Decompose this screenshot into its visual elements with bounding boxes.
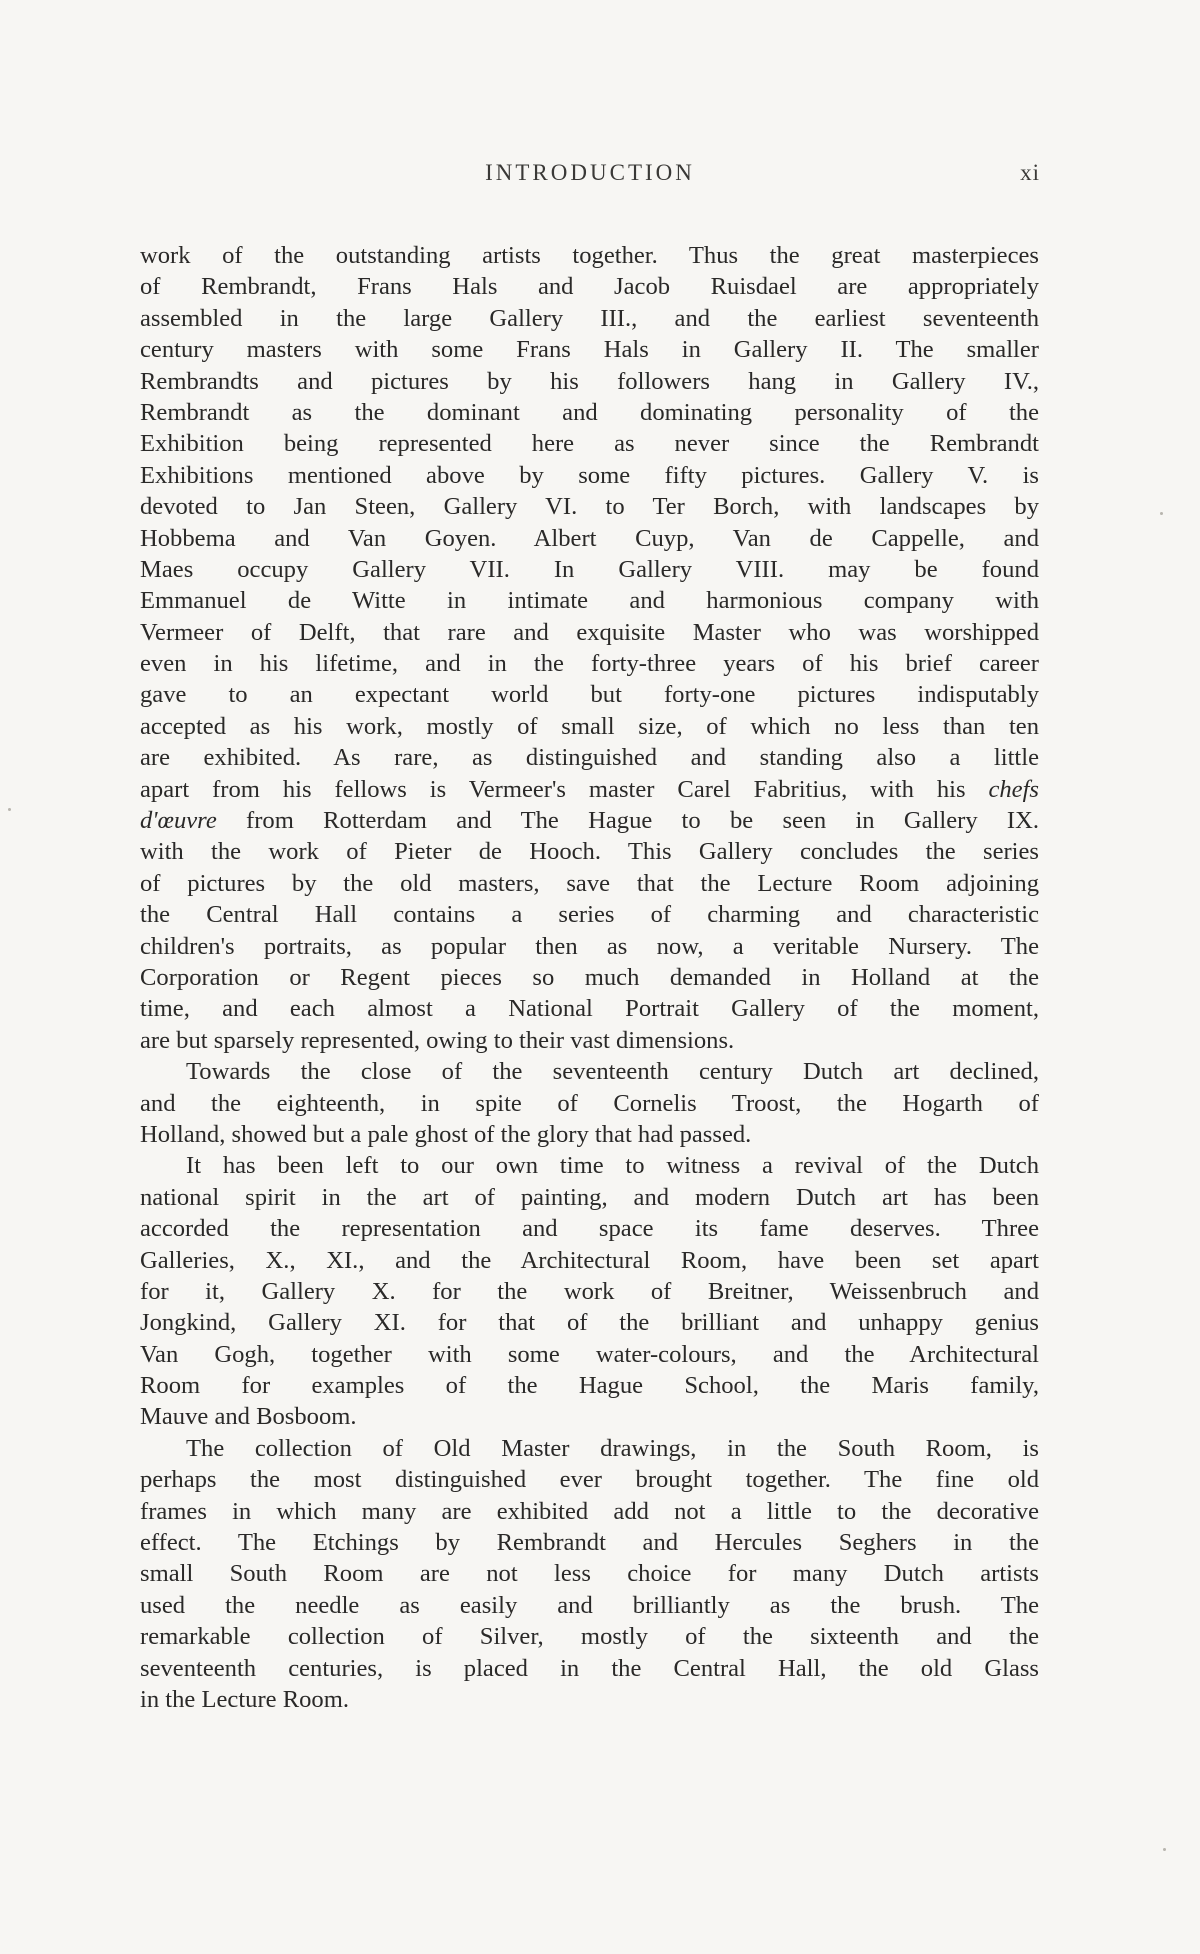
line-text: Galleries, X., XI., and the Architectural Room, have been set apart: [140, 1246, 1039, 1274]
line-text: Hobbema and Van Goyen. Albert Cuyp, Van de Cappelle, and: [140, 524, 1039, 552]
text-line: [140, 648, 1039, 679]
text-line: [140, 334, 1039, 365]
text-line: [140, 931, 1039, 962]
line-text: children's portraits, as popular then as now, a veritable Nursery. The: [140, 932, 1039, 960]
text-line: [140, 1276, 1039, 1307]
line-text: Exhibitions mentioned above by some fifty pictures. Gallery V. is: [140, 461, 1039, 489]
line-text: gave to an expectant world but forty-one pictures indisputably: [140, 681, 1039, 709]
line-text: in the Lecture Room.: [140, 1685, 349, 1713]
line-text: Van Gogh, together with some water-colours, and the Architectural: [140, 1340, 1039, 1368]
text-line: [140, 491, 1039, 522]
italic-phrase: d'œuvre: [140, 807, 217, 835]
text-line: [140, 742, 1039, 773]
line-text: Room for examples of the Hague School, the Maris family,: [140, 1372, 1039, 1400]
line-text: are but sparsely represented, owing to their vast dimensions.: [140, 1026, 735, 1054]
text-line: [140, 679, 1039, 710]
line-text: Emmanuel de Witte in intimate and harmonious company with: [140, 587, 1039, 615]
line-text: perhaps the most distinguished ever brought together. The fine old: [140, 1466, 1039, 1494]
paper-speck: [1163, 1848, 1166, 1851]
line-text: even in his lifetime, and in the forty-three years of his brief career: [140, 650, 1039, 678]
line-text: are exhibited. As rare, as distinguished and standing also a little: [140, 744, 1039, 772]
text-line: [140, 868, 1039, 899]
text-line: [140, 711, 1039, 742]
text-line: [140, 962, 1039, 993]
line-text: It has been left to our own time to witness a revival of the Dutch: [186, 1152, 1039, 1180]
text-line: [140, 523, 1039, 554]
text-line: [140, 1150, 1039, 1181]
line-text: seventeenth centuries, is placed in the Central Hall, the old Glass: [140, 1654, 1039, 1682]
line-text: the Central Hall contains a series of charming and characteristic: [140, 901, 1039, 929]
text-line: [140, 1433, 1039, 1464]
text-line: [140, 1496, 1039, 1527]
line-text: Vermeer of Delft, that rare and exquisite Master who was worshipped: [140, 618, 1039, 646]
text-line: [140, 554, 1039, 585]
line-text: time, and each almost a National Portrait Gallery of the moment,: [140, 995, 1039, 1023]
line-text: century masters with some Frans Hals in Gallery II. The smaller: [140, 336, 1039, 364]
line-text: national spirit in the art of painting, and modern Dutch art has been: [140, 1183, 1039, 1211]
text-line: [140, 428, 1039, 459]
text-line: [140, 1213, 1039, 1244]
text-line: [140, 1621, 1039, 1652]
line-text: and the eighteenth, in spite of Cornelis Troost, the Hogarth of: [140, 1089, 1039, 1117]
text-line: [140, 303, 1039, 334]
text-line: [140, 1088, 1039, 1119]
text-line: [140, 993, 1039, 1024]
line-text: remarkable collection of Silver, mostly of the sixteenth and the: [140, 1623, 1039, 1651]
text-line: [140, 1464, 1039, 1495]
paper-speck: [8, 808, 11, 811]
line-text: Maes occupy Gallery VII. In Gallery VIII. may be found: [140, 555, 1039, 583]
text-line: [140, 240, 1039, 271]
text-line: [140, 1527, 1039, 1558]
line-text: Holland, showed but a pale ghost of the glory that had passed.: [140, 1120, 752, 1148]
page-number: xi: [1020, 160, 1040, 185]
line-text: from Rotterdam and The Hague to be seen in Gallery IX.: [216, 807, 1039, 835]
line-text: devoted to Jan Steen, Gallery VI. to Ter Borch, with landscapes by: [140, 493, 1039, 521]
line-text: Exhibition being represented here as never since the Rembrandt: [140, 430, 1039, 458]
text-line: [140, 1370, 1039, 1401]
line-text: small South Room are not less choice for many Dutch artists: [140, 1560, 1039, 1588]
line-text: assembled in the large Gallery III., and the earliest seventeenth: [140, 304, 1039, 332]
line-text: Rembrandt as the dominant and dominating personality of the: [140, 398, 1039, 426]
paper-speck: [1160, 512, 1163, 515]
text-line: [140, 899, 1039, 930]
text-line: [140, 1119, 1039, 1150]
line-text: of Rembrandt, Frans Hals and Jacob Ruisdael are appropriately: [140, 273, 1039, 301]
line-text: with the work of Pieter de Hooch. This Gallery concludes the series: [140, 838, 1039, 866]
body-text: [140, 240, 1039, 1715]
line-text: Towards the close of the seventeenth century Dutch art declined,: [186, 1058, 1039, 1086]
text-line: [140, 1182, 1039, 1213]
line-text: accorded the representation and space its fame deserves. Three: [140, 1215, 1039, 1243]
text-line: [140, 397, 1039, 428]
running-title: INTRODUCTION: [485, 160, 695, 185]
running-head: [140, 160, 1040, 196]
line-text: apart from his fellows is Vermeer's master Carel Fabritius, with his: [140, 775, 989, 803]
line-text: effect. The Etchings by Rembrandt and Hercules Seghers in the: [140, 1529, 1039, 1557]
text-line: [140, 1401, 1039, 1432]
text-line: [140, 271, 1039, 302]
text-line: [140, 1684, 1039, 1715]
text-line: [140, 617, 1039, 648]
text-line: [140, 1590, 1039, 1621]
line-text: Corporation or Regent pieces so much demanded in Holland at the: [140, 963, 1039, 991]
line-text: Rembrandts and pictures by his followers hang in Gallery IV.,: [140, 367, 1039, 395]
text-line: [140, 460, 1039, 491]
line-text: The collection of Old Master drawings, in the South Room, is: [186, 1434, 1039, 1462]
text-line: [140, 805, 1039, 836]
text-line: [140, 1653, 1039, 1684]
text-line: [140, 774, 1039, 805]
text-line: [140, 366, 1039, 397]
line-text: Mauve and Bosboom.: [140, 1403, 357, 1431]
text-line: [140, 1307, 1039, 1338]
text-line: [140, 1558, 1039, 1589]
text-line: [140, 1245, 1039, 1276]
text-line: [140, 1025, 1039, 1056]
line-text: for it, Gallery X. for the work of Breitner, Weissenbruch and: [140, 1277, 1039, 1305]
line-text: Jongkind, Gallery XI. for that of the brilliant and unhappy genius: [140, 1309, 1039, 1337]
line-text: used the needle as easily and brilliantly as the brush. The: [140, 1591, 1039, 1619]
text-line: [140, 1056, 1039, 1087]
line-text: of pictures by the old masters, save that the Lecture Room adjoining: [140, 869, 1039, 897]
text-line: [140, 836, 1039, 867]
text-line: [140, 585, 1039, 616]
line-text: frames in which many are exhibited add not a little to the decorative: [140, 1497, 1039, 1525]
italic-phrase: chefs: [988, 775, 1039, 803]
text-line: [140, 1339, 1039, 1370]
line-text: work of the outstanding artists together. Thus the great masterpieces: [140, 242, 1039, 269]
line-text: accepted as his work, mostly of small size, of which no less than ten: [140, 712, 1039, 740]
